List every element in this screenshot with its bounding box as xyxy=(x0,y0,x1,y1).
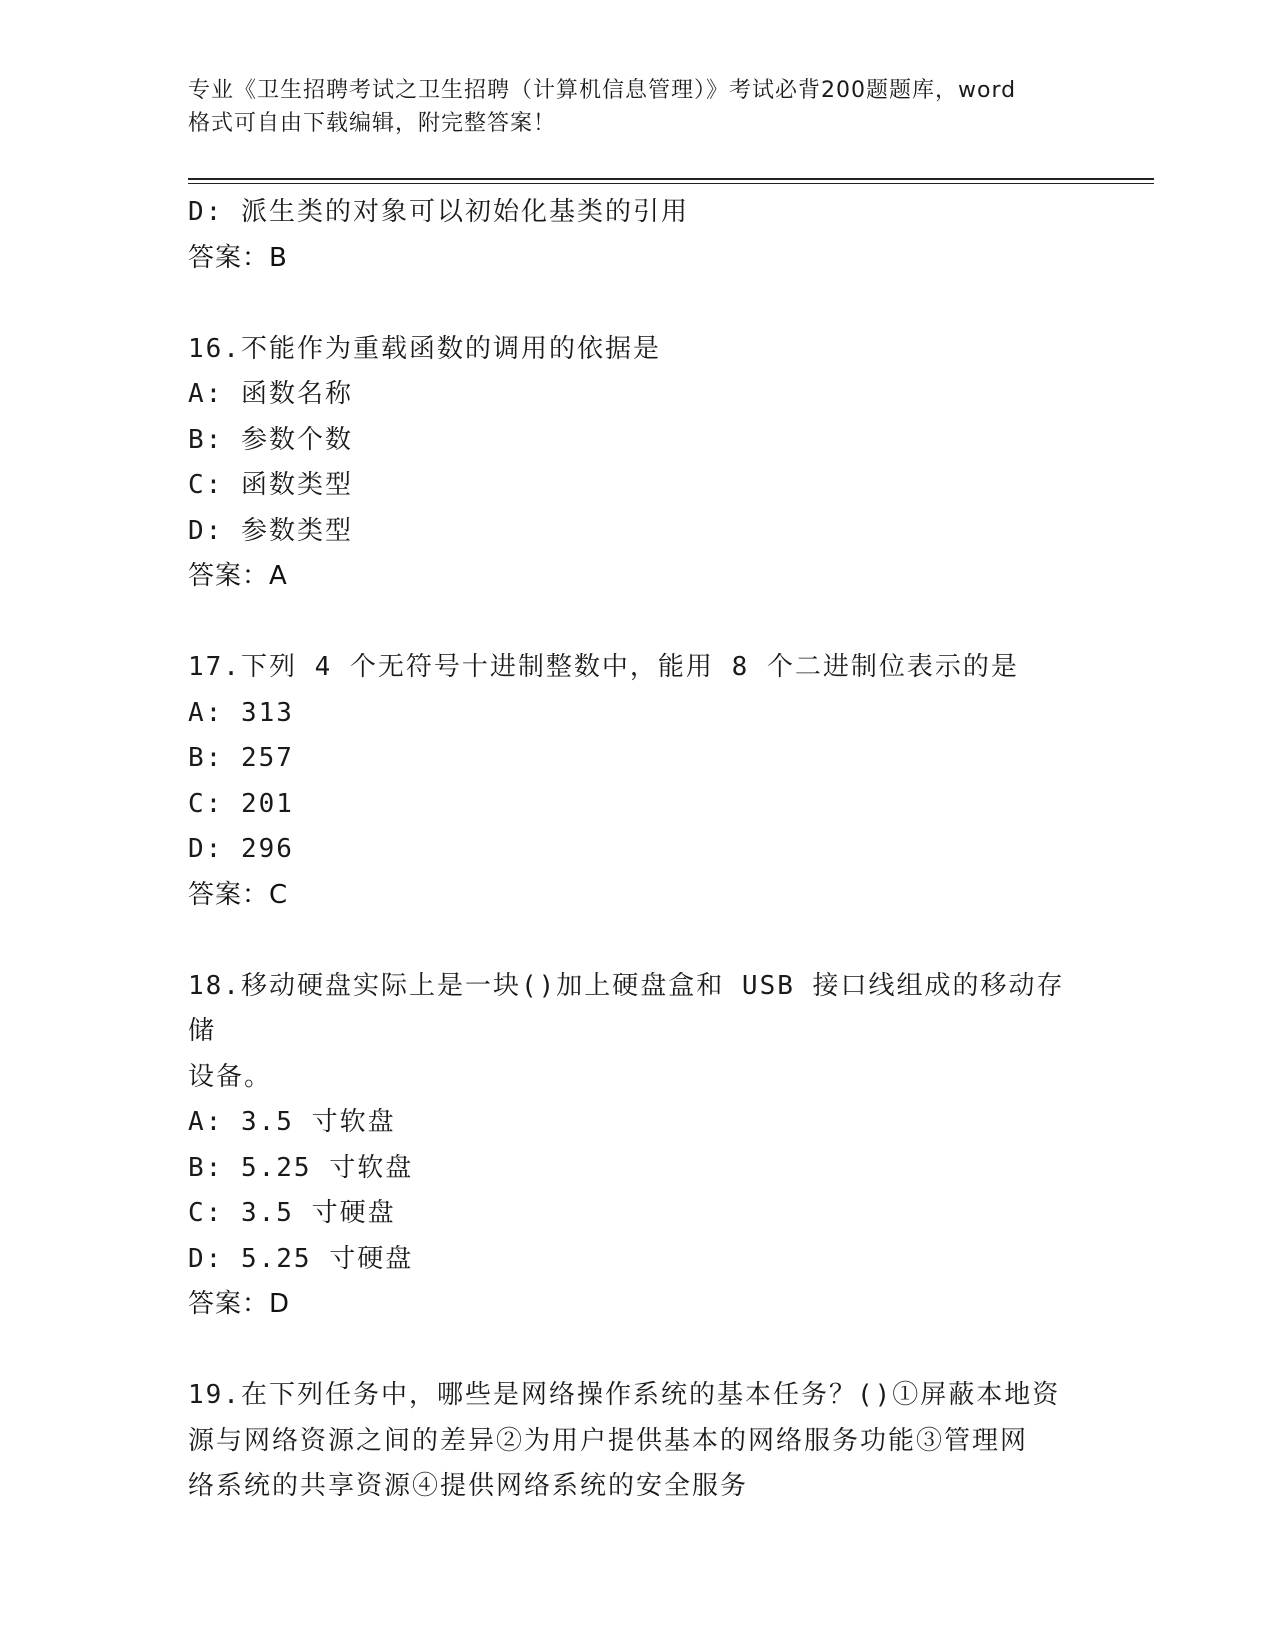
option-line: D: 参数类型 xyxy=(188,515,353,546)
header-line-2: 格式可自由下载编辑，附完整答案！ xyxy=(188,111,557,136)
question-text: 18.移动硬盘实际上是一块()加上硬盘盒和 USB 接口线组成的移动存储 xyxy=(188,970,1065,1046)
question-text: 源与网络资源之间的差异②为用户提供基本的网络服务功能③管理网 xyxy=(188,1425,1029,1456)
header-line-1: 专业《卫生招聘考试之卫生招聘（计算机信息管理）》考试必背200题题库，word xyxy=(188,78,1017,103)
question-text: 16.不能作为重载函数的调用的依据是 xyxy=(188,333,661,364)
spacer xyxy=(188,281,1088,327)
option-line: C: 201 xyxy=(188,788,294,819)
question-text: 络系统的共享资源④提供网络系统的安全服务 xyxy=(188,1471,749,1501)
spacer xyxy=(188,1328,1088,1374)
header-rule-thick xyxy=(188,178,1154,180)
option-line: A: 函数名称 xyxy=(188,379,353,409)
answer-line: 答案：A xyxy=(188,561,288,591)
answer-line: 答案：D xyxy=(188,1289,291,1319)
header-rule-thin xyxy=(188,183,1154,184)
question-text: 17.下列 4 个无符号十进制整数中，能用 8 个二进制位表示的是 xyxy=(188,652,1019,682)
spacer xyxy=(188,918,1088,964)
spacer xyxy=(188,600,1088,646)
option-line: C: 3.5 寸硬盘 xyxy=(188,1198,396,1228)
option-line: D: 5.25 寸硬盘 xyxy=(188,1243,414,1274)
question-text: 19.在下列任务中，哪些是网络操作系统的基本任务？()①屏蔽本地资 xyxy=(188,1380,1061,1410)
question-text: 设备。 xyxy=(188,1061,273,1092)
answer-line: 答案：B xyxy=(188,242,288,273)
document-header xyxy=(188,74,1088,140)
option-line: A: 313 xyxy=(188,697,294,728)
option-line: B: 257 xyxy=(188,743,294,773)
question-list xyxy=(188,190,1088,1510)
option-line: C: 函数类型 xyxy=(188,470,353,500)
option-line: D: 派生类的对象可以初始化基类的引用 xyxy=(188,197,689,227)
answer-line: 答案：C xyxy=(188,879,289,910)
option-line: B: 5.25 寸软盘 xyxy=(188,1152,414,1183)
option-line: D: 296 xyxy=(188,834,294,864)
option-line: B: 参数个数 xyxy=(188,424,353,455)
option-line: A: 3.5 寸软盘 xyxy=(188,1107,396,1137)
